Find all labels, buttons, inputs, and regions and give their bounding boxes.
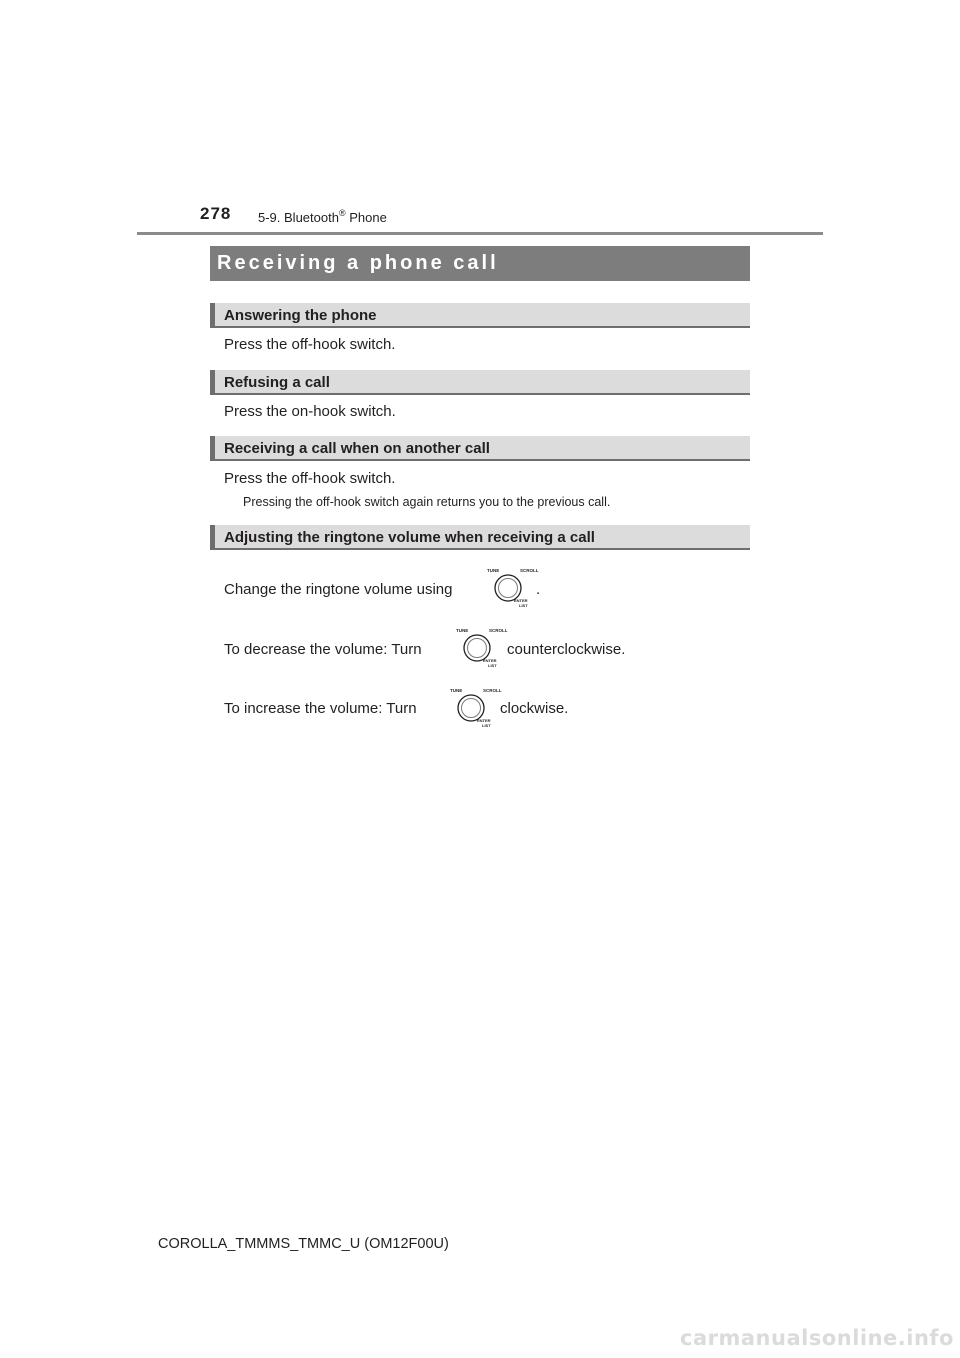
section-suffix: Phone	[345, 210, 387, 225]
tune-knob-icon	[452, 625, 514, 669]
section-heading-answering	[210, 303, 750, 328]
tune-knob-icon	[483, 565, 545, 609]
header-rule	[137, 232, 823, 235]
knob-label-list: LIST	[488, 663, 497, 668]
footer-model-code: COROLLA_TMMMS_TMMC_U (OM12F00U)	[158, 1236, 449, 1252]
ringtone-line-decrease-before: To decrease the volume: Turn	[224, 641, 422, 658]
section-prefix: 5-9. Bluetooth	[258, 210, 339, 225]
ringtone-line-increase-after: clockwise.	[500, 700, 569, 717]
section-heading-refusing-label: Refusing a call	[224, 374, 330, 391]
page-title-bar	[210, 246, 750, 281]
section-heading-another-call	[210, 436, 750, 461]
section-heading-another-call-label: Receiving a call when on another call	[224, 440, 490, 457]
section-heading-answering-label: Answering the phone	[224, 307, 377, 324]
ringtone-line-increase-before: To increase the volume: Turn	[224, 700, 417, 717]
ringtone-line-change	[224, 581, 453, 598]
another-call-instruction: Press the off-hook switch.	[224, 470, 396, 487]
knob-label-tune: TUNE	[456, 628, 469, 633]
section-heading-refusing	[210, 370, 750, 395]
knob-label-enter: ENTER	[477, 718, 491, 723]
knob-label-enter: ENTER	[483, 658, 497, 663]
watermark: carmanualsonline.info	[680, 1326, 954, 1350]
page-title: Receiving a phone call	[217, 252, 499, 274]
answering-instruction: Press the off-hook switch.	[224, 336, 396, 353]
knob-label-tune: TUNE	[450, 688, 463, 693]
knob-label-scroll: SCROLL	[489, 628, 508, 633]
another-call-note: Pressing the off-hook switch again returns you to the previous call.	[243, 495, 611, 509]
ringtone-line-change-after: .	[536, 581, 541, 598]
ringtone-line-change-before: Change the ringtone volume using	[224, 581, 453, 598]
tune-knob-icon	[446, 685, 508, 729]
section-reference	[258, 208, 387, 225]
knob-label-list: LIST	[519, 603, 528, 608]
ringtone-line-decrease-after: counterclockwise.	[507, 641, 626, 658]
knob-label-scroll: SCROLL	[520, 568, 539, 573]
section-heading-ringtone-label: Adjusting the ringtone volume when receiving a call	[224, 529, 595, 546]
knob-label-scroll: SCROLL	[483, 688, 502, 693]
knob-label-tune: TUNE	[487, 568, 500, 573]
section-heading-ringtone	[210, 525, 750, 550]
knob-label-list: LIST	[482, 723, 491, 728]
refusing-instruction: Press the on-hook switch.	[224, 403, 396, 420]
knob-label-enter: ENTER	[514, 598, 528, 603]
page-number: 278	[200, 204, 232, 223]
registered-mark: ®	[338, 208, 346, 218]
